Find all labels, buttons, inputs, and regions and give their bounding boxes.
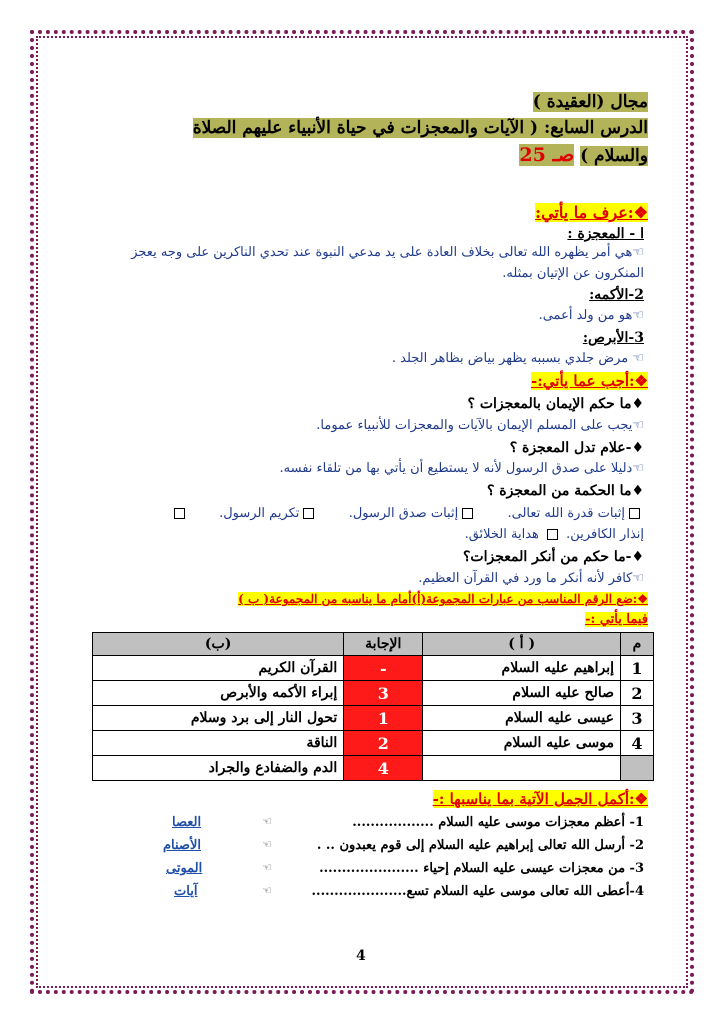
col-header-m: م	[621, 633, 654, 656]
answer-cell[interactable]: 1	[344, 706, 423, 731]
table-row: 1 إبراهيم عليه السلام - القرآن الكريم	[93, 656, 654, 681]
term-akmah: 2-الأكمه:	[589, 287, 644, 303]
checkbox-icon[interactable]	[547, 529, 558, 540]
lesson-title-line1: الدرس السابع: ( الآيات والمعجزات في حياة الأنبياء عليهم الصلاة	[192, 118, 648, 138]
def-miracle-cont: المنكرون عن الإتيان بمثله.	[502, 266, 644, 281]
answer-link-3[interactable]: الموتى	[166, 861, 203, 876]
section-complete-title: ❖:أكمل الجمل الآتية بما يناسبها :-	[432, 790, 648, 808]
question-3: ♦ما الحكمة من المعجزة ؟	[486, 483, 644, 499]
def-miracle: ☜هي أمر يظهره الله تعالى بخلاف العادة على يد مدعي النبوة عند تحدي الناكرين على وجه يعجز	[131, 245, 644, 260]
answer-cell[interactable]: 3	[344, 681, 423, 706]
checkbox-icon[interactable]	[303, 508, 314, 519]
section-answer-title: ❖:أجب عما يأتي:-	[531, 372, 648, 390]
def-akmah: ☜هو من ولد أعمى.	[538, 308, 644, 323]
col-header-a: ( أ )	[423, 633, 621, 656]
matching-table	[92, 632, 654, 781]
checkbox-icon[interactable]	[174, 508, 185, 519]
answer-4: ☜كافر لأنه أنكر ما ورد في القرآن العظيم.	[418, 571, 644, 586]
domain-label: مجال (العقيدة )	[532, 92, 648, 112]
pointing-hand-icon: ☜	[262, 861, 272, 874]
options-row-2: إنذار الكافرين. هداية الخلائق.	[464, 527, 644, 542]
answer-cell[interactable]: 4	[344, 756, 423, 781]
answer-link-2[interactable]: الأصنام	[163, 838, 201, 853]
page-number: 4	[356, 948, 366, 964]
col-header-b: (ب)	[93, 633, 344, 656]
pointing-hand-icon: ☜	[262, 815, 272, 828]
answer-cell[interactable]: -	[344, 656, 423, 681]
question-4: ♦-ما حكم من أنكر المعجزات؟	[463, 549, 644, 565]
sentence-3: 3- من معجزات عيسى عليه السلام إحياء ......................	[319, 861, 644, 876]
section-define-title: ❖:عرف ما يأتي:	[535, 203, 648, 222]
table-row: 4 موسى عليه السلام 2 الناقة	[93, 731, 654, 756]
section-match-title-2: فيما يأتي :-	[585, 612, 648, 627]
answer-cell[interactable]: 2	[344, 731, 423, 756]
pointing-hand-icon: ☜	[262, 884, 272, 897]
question-1: ♦ما حكم الإيمان بالمعجزات ؟	[467, 396, 644, 412]
sentence-1: 1- أعظم معجزات موسى عليه السلام ..................	[352, 815, 644, 830]
def-abras: ☜ مرض جلدي بسببه يظهر بياض بظاهر الجلد .	[391, 351, 644, 366]
col-header-answer: الإجابة	[344, 633, 423, 656]
term-miracle: ا - المعجزة :	[567, 226, 644, 242]
term-abras: 3-الأبرص:	[582, 330, 644, 346]
domain-heading	[533, 92, 648, 112]
table-row: 4 الدم والضفادع والجراد	[93, 756, 654, 781]
checkbox-icon[interactable]	[462, 508, 473, 519]
table-row: 3 عيسى عليه السلام 1 تحول النار إلى برد وسلام	[93, 706, 654, 731]
answer-1: ☜يجب على المسلم الإيمان بالآيات والمعجزات للأنبياء عموما.	[316, 418, 644, 433]
answer-link-4[interactable]: آيات	[174, 884, 198, 899]
lesson-title-line2: والسلام ) صـ 25	[519, 144, 648, 166]
sentence-2: 2- أرسل الله تعالى إبراهيم عليه السلام إلى قوم يعبدون .. .	[316, 838, 644, 853]
pointing-hand-icon: ☜	[262, 838, 272, 851]
question-2: ♦-علام تدل المعجزة ؟	[509, 440, 644, 456]
table-header-row	[93, 633, 654, 656]
section-match-title: ❖:ضع الرقم المناسب من عبارات المجموعة(أ)أمام ما يناسبه من المجموعة( ب )	[238, 592, 648, 606]
options-row-1: إثبات قدرة الله تعالى. إثبات صدق الرسول. تكريم الرسول.	[74, 506, 644, 521]
answer-2: ☜دليلا على صدق الرسول لأنه لا يستطيع أن يأتي بها من تلقاء نفسه.	[279, 461, 644, 476]
page-reference: صـ 25	[519, 144, 575, 166]
sentence-4: 4-أعطى الله تعالى موسى عليه السلام تسع.....................	[311, 884, 644, 899]
table-row: 2 صالح عليه السلام 3 إبراء الأكمه والأبرص	[93, 681, 654, 706]
answer-link-1[interactable]: العصا	[172, 815, 202, 830]
checkbox-icon[interactable]	[629, 508, 640, 519]
